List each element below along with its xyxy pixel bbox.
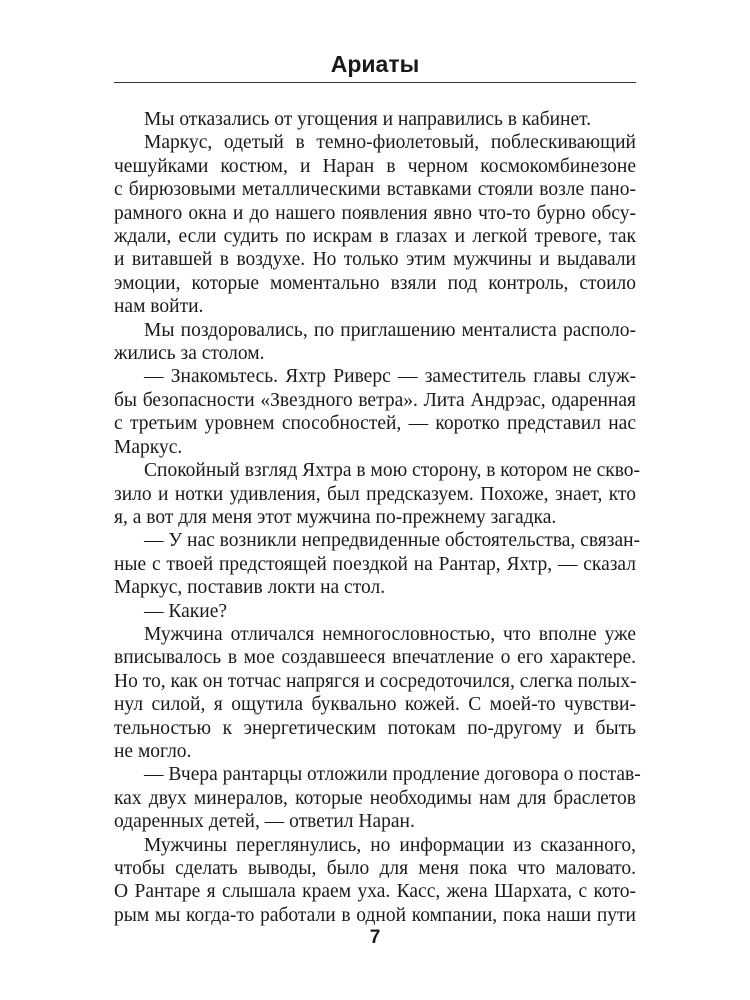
text-line: не могло. xyxy=(114,740,192,762)
page-number: 7 xyxy=(369,927,381,948)
paragraph xyxy=(114,834,636,928)
text-line: жились за столом. xyxy=(114,343,265,365)
text-line: — Знакомьтесь. Яхтр Риверс — заместитель главы служ- xyxy=(144,366,636,388)
text-line: ждали, если судить по искрам в глазах и легкой тревоге, так xyxy=(114,226,636,248)
text-line: Маркус, одетый в темно-фиолетовый, поблескивающий xyxy=(144,132,636,154)
paragraph xyxy=(114,319,636,366)
text-line: — Вчера рантарцы отложили продление договора о постав- xyxy=(144,764,641,786)
text-line: Мужчины переглянулись, но информации из сказанного, xyxy=(144,834,636,856)
text-line: ках двух минералов, которые необходимы нам для браслетов xyxy=(114,787,636,809)
running-title: Ариаты xyxy=(330,51,420,77)
text-line: О Рантаре я слышала краем уха. Касс, жена Шархата, с кото- xyxy=(114,881,636,903)
text-line: с бирюзовыми металлическими вставками стояли возле пано- xyxy=(114,179,636,201)
paragraph xyxy=(114,600,636,623)
text-line: чешуйками костюм, и Наран в черном космокомбинезоне xyxy=(114,155,636,177)
text-line: рамного окна и до нашего появления явно что-то бурно обсу- xyxy=(114,202,636,224)
text-line: я, а вот для меня этот мужчина по-прежнему загадка. xyxy=(114,506,557,528)
text-line: чтобы сделать выводы, было для меня пока что маловато. xyxy=(114,858,636,879)
text-line: Мы поздоровались, по приглашению менталиста располо- xyxy=(144,319,636,341)
text-line: Спокойный взгляд Яхтра в мою сторону, в котором не скво- xyxy=(144,460,641,482)
text-line: бы безопасности «Звездного ветра». Лита Андрэас, одаренная xyxy=(114,389,636,411)
text-line: рым мы когда-то работали в одной компании, пока наши пути xyxy=(114,904,636,926)
text-line: с третьим уровнем способностей, — коротко представил нас xyxy=(114,413,636,435)
text-line: Маркус. xyxy=(114,436,183,458)
text-line: тельностью к энергетическим потокам по-другому и быть xyxy=(114,717,636,739)
text-line: Мужчина отличался немногословностью, что вполне уже xyxy=(144,623,636,645)
text-line: — Какие? xyxy=(144,600,227,622)
text-line: ные с твоей предстоящей поездкой на Рантар, Яхтр, — сказал xyxy=(114,553,636,575)
header-rule xyxy=(114,82,636,83)
text-line: Маркус, поставив локти на стол. xyxy=(114,577,386,599)
text-line: Мы отказались от угощения и направились в кабинет. xyxy=(144,109,592,130)
paragraph xyxy=(114,623,636,763)
text-line: и витавшей в воздухе. Но только этим мужчины и выдавали xyxy=(114,249,636,271)
paragraph xyxy=(114,365,636,459)
text-line: эмоции, которые моментально взяли под контроль, стоило xyxy=(114,272,636,294)
paragraph xyxy=(114,108,636,131)
paragraph xyxy=(114,459,641,529)
paragraph xyxy=(114,529,641,599)
text-line: Но то, как он тотчас напрягся и сосредоточился, слегка полых- xyxy=(114,670,637,692)
body-text xyxy=(114,108,641,927)
paragraph xyxy=(114,131,636,318)
text-line: нам войти. xyxy=(114,296,204,318)
text-line: зило и нотки удивления, был предсказуем. Похоже, знает, кто xyxy=(114,483,636,505)
text-line: вписывалось в мое создавшееся впечатление о его характере. xyxy=(114,647,636,669)
text-line: нул силой, я ощутила буквально кожей. С моей-то чувстви- xyxy=(114,694,636,716)
text-line: — У нас возникли непредвиденные обстоятельства, связан- xyxy=(144,530,641,552)
paragraph xyxy=(114,763,641,833)
text-line: одаренных детей, — ответил Наран. xyxy=(114,811,415,833)
